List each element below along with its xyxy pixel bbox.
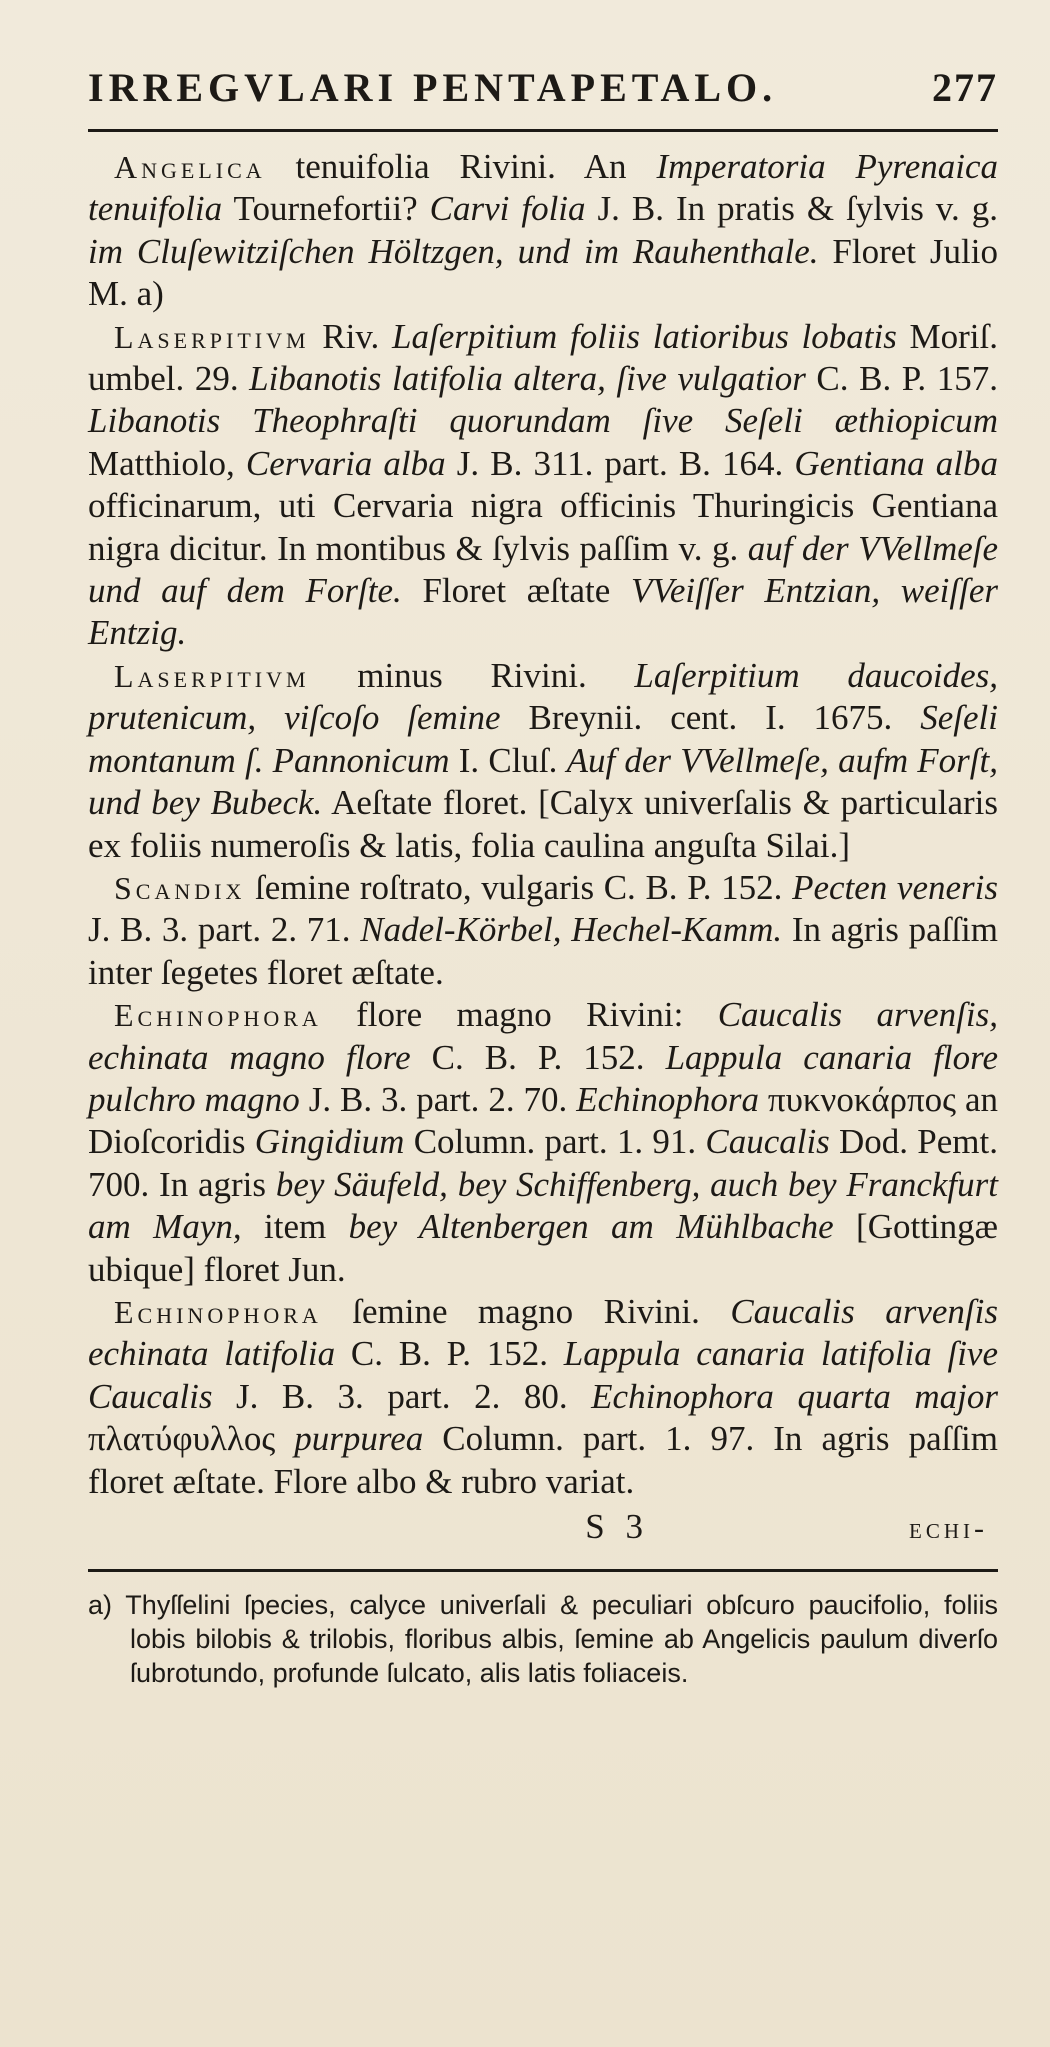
footnote-rule xyxy=(88,1569,998,1572)
plant-entry xyxy=(88,316,998,655)
entry-italic-text: Lappula canaria latifolia ſive Caucalis xyxy=(88,1334,998,1416)
entry-text: Matthiolo, xyxy=(88,443,246,483)
entry-italic-text: Laſerpitium foliis latioribus lobatis xyxy=(392,316,897,356)
entry-italic-text: Libanotis Theophraſti quorundam ſive Seſeli æthiopicum xyxy=(88,401,998,441)
entry-italic-text: Nadel-Körbel, Hechel-Kamm. xyxy=(360,910,783,950)
entry-text: Floret æſtate xyxy=(401,571,631,611)
entry-text: J. B. 3. part. 2. 71. xyxy=(88,910,361,950)
entry-italic-text: bey Säufeld, bey Schiffenberg, auch bey Franckfurt am Mayn, xyxy=(88,1164,998,1247)
entry-genus-heading: Laserpitivm xyxy=(114,657,310,694)
signature-line xyxy=(88,1507,998,1547)
entry-italic-text: Echinophora xyxy=(576,1079,759,1119)
catchword: echi- xyxy=(909,1512,988,1545)
running-header xyxy=(88,64,998,111)
entry-text: Dod. Pemt. 700. In agris xyxy=(88,1122,998,1204)
entry-text: Riv. xyxy=(309,316,392,356)
entry-italic-text: bey Altenbergen am Mühlbache xyxy=(348,1207,834,1247)
signature-mark: S 3 xyxy=(585,1507,650,1546)
entry-text: C. B. P. 152. xyxy=(335,1334,564,1374)
entry-genus-heading: Echinophora xyxy=(114,997,322,1034)
entry-italic-text: Gentiana alba xyxy=(794,443,999,483)
entry-italic-text: purpurea xyxy=(294,1419,424,1459)
plant-entry xyxy=(88,655,998,867)
entry-italic-text: Caucalis arvenſis echinata latifolia xyxy=(88,1291,998,1374)
entry-italic-text: Caucalis xyxy=(705,1122,830,1162)
plant-entry xyxy=(88,146,998,316)
entry-text: Moriſ. umbel. 29. xyxy=(88,316,998,399)
footnote: a) Thyſſelini ſpecies, calyce univerſali & peculiari obſcuro paucifolio, foliis lobis bilobis & trilobis, floribus albis, ſemine ab Angelicis paulum diverſo ſubrotundo, profunde ſulcato, alis latis foliaceis. xyxy=(88,1590,998,1688)
entry-text: In agris paſſim inter ſegetes floret æſtate. xyxy=(88,910,998,992)
entry-italic-text: Carvi folia xyxy=(429,189,586,229)
entry-text: Column. part. 1. 91. xyxy=(404,1122,706,1162)
entry-text: ſemine magno Rivini. xyxy=(321,1291,731,1331)
entry-text: J. B. 3. part. 2. 70. xyxy=(299,1079,577,1119)
entry-italic-text: Auf der VVellmeſe, aufm Forſt, und bey Bubeck. xyxy=(88,740,999,823)
entry-italic-text: Libanotis latifolia altera, ſive vulgatior xyxy=(249,359,806,399)
entry-text: officinarum, uti Cervaria nigra officinis Thuringicis Gentiana nigra dicitur. In montibus & ſylvis paſſim v. g. xyxy=(88,486,998,568)
entry-text: C. B. P. 152. xyxy=(410,1037,666,1077)
entry-italic-text: Echinophora quarta major xyxy=(591,1376,998,1416)
entry-text: πυκνοκάρπος an Dioſcoridis xyxy=(88,1079,998,1162)
main-text xyxy=(88,146,998,1503)
entry-text: [Gottingæ ubique] floret Jun. xyxy=(88,1207,999,1289)
entry-text: Tournefortii? xyxy=(222,189,430,229)
header-rule xyxy=(88,129,998,132)
entry-text: Breynii. cent. I. 1675. xyxy=(500,698,921,738)
entry-italic-text: Cervaria alba xyxy=(245,443,446,483)
plant-entry xyxy=(88,994,998,1291)
entry-genus-heading: Echinophora xyxy=(114,1293,322,1330)
entry-text: flore magno Rivini: xyxy=(321,995,718,1035)
entry-italic-text: Seſeli montanum ſ. Pannonicum xyxy=(88,698,998,780)
entry-genus-heading: Scandix xyxy=(114,869,246,906)
entry-text: Floret Julio M. a) xyxy=(88,231,998,314)
entry-text: Column. part. 1. 97. In agris paſſim floret æſtate. Flore albo & rubro variat. xyxy=(88,1419,999,1501)
entry-italic-text: Caucalis arvenſis, echinata magno flore xyxy=(88,995,998,1077)
entry-text: πλατύφυλλος xyxy=(88,1419,295,1459)
entry-text: J. B. 311. part. B. 164. xyxy=(445,443,795,483)
entry-italic-text: Gingidium xyxy=(254,1122,405,1162)
plant-entry xyxy=(88,867,998,994)
entry-text: minus Rivini. xyxy=(309,655,635,695)
entry-text: tenuifolia Rivini. An xyxy=(265,147,657,186)
entry-italic-text: Laſerpitium daucoides, prutenicum, viſcoſo ſemine xyxy=(88,655,998,738)
entry-text: Aeſtate floret. [Calyx univerſalis & particularis ex foliis numeroſis & latis, folia caulina anguſta Silai.] xyxy=(88,783,998,865)
page-number: 277 xyxy=(932,65,998,110)
entry-text: J. B. 3. part. 2. 80. xyxy=(212,1376,592,1416)
entry-text: item xyxy=(241,1207,349,1247)
entry-italic-text: auf der VVellmeſe und auf dem Forſte. xyxy=(88,528,999,611)
entry-text: ſemine roſtrato, vulgaris C. B. P. 152. xyxy=(245,867,793,907)
entry-text: C. B. P. 157. xyxy=(805,359,998,399)
entry-italic-text: VVeiſſer Entzian, weiſſer Entzig. xyxy=(88,571,998,653)
entry-genus-heading: Laserpitivm xyxy=(114,318,310,355)
running-title: IRREGVLARI PENTAPETALO. xyxy=(88,65,778,110)
entry-italic-text: Imperatoria Pyrenaica tenuifolia xyxy=(88,147,999,229)
entry-italic-text: Lappula canaria flore pulchro magno xyxy=(88,1037,998,1119)
entry-text: J. B. In pratis & ſylvis v. g. xyxy=(585,189,999,229)
entry-genus-heading: Angelica xyxy=(114,149,266,185)
plant-entry xyxy=(88,1291,998,1503)
entry-italic-text: im Cluſewitziſchen Höltzgen, und im Rauhenthale. xyxy=(88,231,819,271)
entry-text: I. Cluſ. xyxy=(449,740,567,780)
entry-italic-text: Pecten veneris xyxy=(792,867,999,907)
